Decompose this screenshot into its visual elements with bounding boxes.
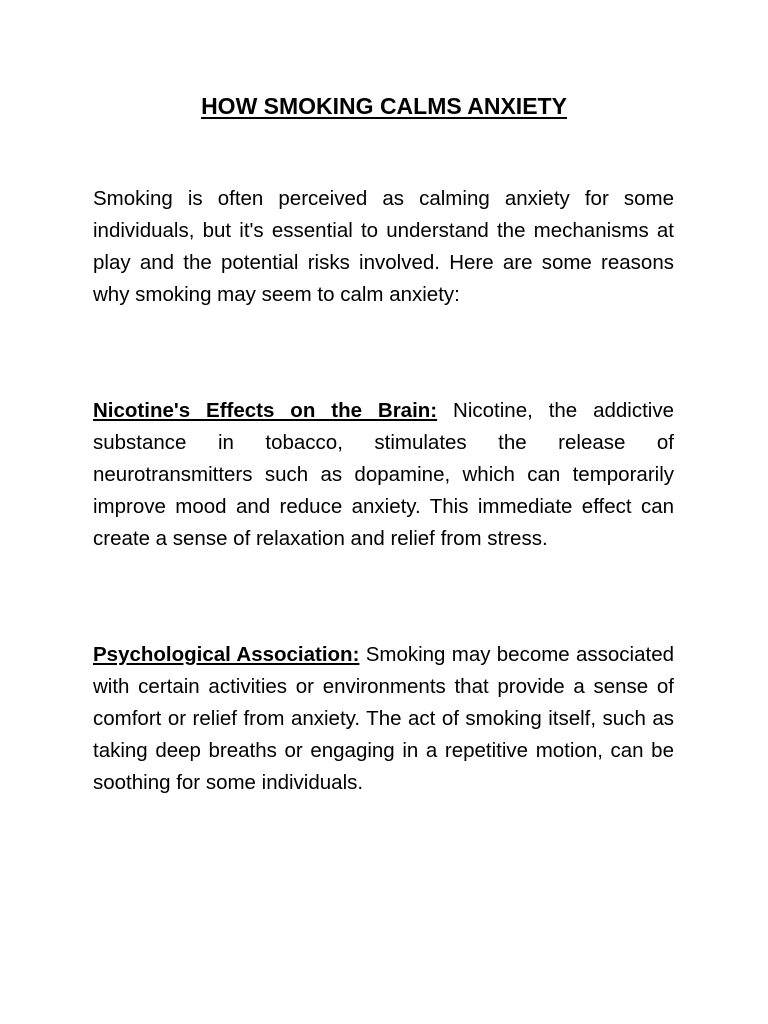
section-heading-nicotine-effects: Nicotine's Effects on the Brain: xyxy=(93,399,438,422)
page-title: HOW SMOKING CALMS ANXIETY xyxy=(201,93,567,119)
section-psychological-association xyxy=(93,639,674,799)
intro-paragraph: Smoking is often perceived as calming anxiety for some individuals, but it's essential to understand the mechanisms at play and the potential risks involved. Here are some reasons why smoking may seem to calm anxiety: xyxy=(93,187,674,306)
section-body-nicotine-effects: Nicotine, the addictive substance in tobacco, stimulates the release of neurotransmitters such as dopamine, which can temporarily improve mood and reduce anxiety. This immediate effect can create a sense of relaxation and relief from stress. xyxy=(93,399,674,550)
section-body-psychological-association: Smoking may become associated with certain activities or environments that provide a sense of comfort or relief from anxiety. The act of smoking itself, such as taking deep breaths or engaging in a repetitive motion, can be soothing for some individuals. xyxy=(93,643,674,794)
section-heading-psychological-association: Psychological Association: xyxy=(93,643,360,666)
section-nicotine-effects xyxy=(93,395,674,555)
